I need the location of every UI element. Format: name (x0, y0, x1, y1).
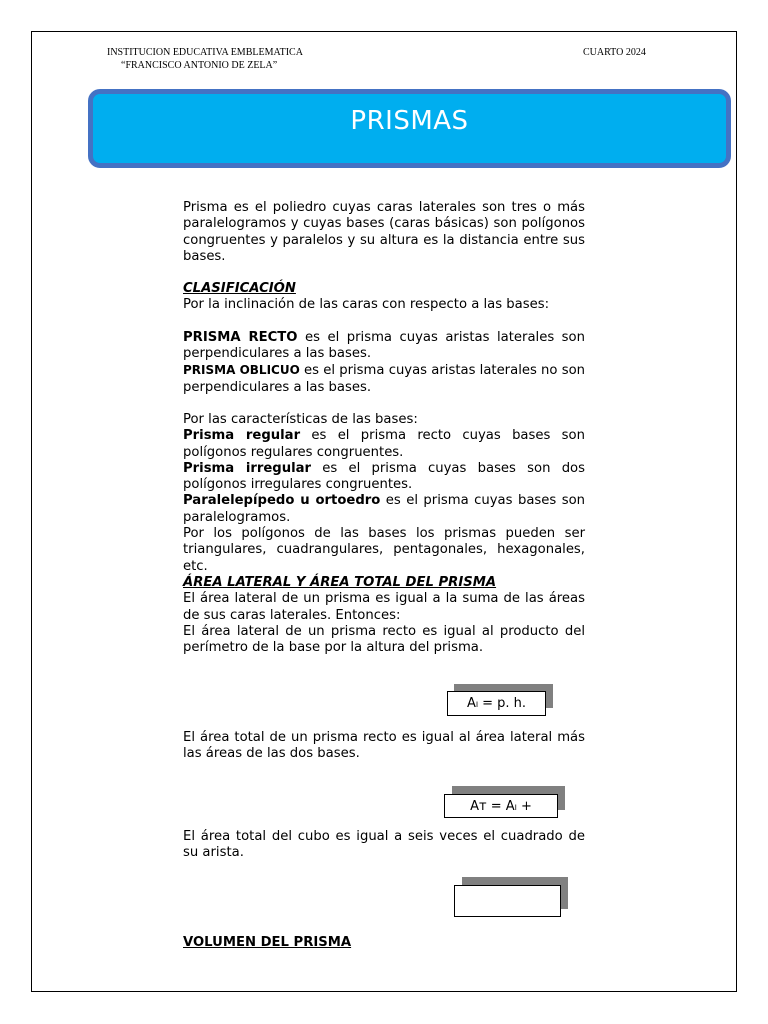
paralelepipedo-term: Paralelepípedo u ortoedro (183, 493, 381, 509)
prisma-recto-text: es el prisma cuyas aristas laterales son perpendiculares a las bases. (183, 329, 585, 362)
intro-paragraph: Prisma es el poliedro cuyas caras laterales son tres o más paralelogramos y cuyas bases (caras básicas) son polígonos congruentes y paralelos y su altura es la distancia entre sus bases. (183, 200, 585, 264)
page-title: PRISMAS (350, 106, 469, 136)
prisma-regular-text: es el prisma recto cuyas bases son polígonos regulares congruentes. (183, 428, 585, 460)
document-body (183, 200, 585, 656)
clasificacion-heading: CLASIFICACIÓN (183, 281, 296, 297)
area-total-block (183, 730, 585, 763)
area-cubo-paragraph: El área total del cubo es igual a seis veces el cuadrado de su arista. (183, 829, 585, 861)
paralelepipedo-definition (183, 493, 585, 526)
formula-total-box: Aᴛ = Aₗ + (444, 794, 558, 818)
area-cubo-block (183, 829, 585, 862)
paralelepipedo-text: es el prisma cuyas bases son paralelogramos. (183, 493, 585, 525)
title-banner (88, 89, 731, 168)
bases-intro: Por las características de las bases: (183, 411, 418, 427)
volumen-block (183, 935, 585, 951)
prisma-irregular-text: es el prisma cuyas bases son dos polígonos irregulares congruentes. (183, 460, 585, 493)
prisma-oblicuo-definition (183, 362, 585, 396)
prisma-recto-definition (183, 330, 585, 363)
prisma-oblicuo-term: PRISMA OBLICUO (183, 363, 300, 378)
area-lateral-paragraph-2: El área lateral de un prisma recto es igual al producto del perímetro de la base por la altura del prisma. (183, 623, 585, 656)
institution-header (107, 46, 303, 72)
poligonos-paragraph: Por los polígonos de las bases los prismas pueden ser triangulares, cuadrangulares, pentagonales, hexagonales, etc. (183, 526, 585, 574)
prisma-recto-term: PRISMA RECTO (183, 329, 298, 345)
inclinacion-text: Por la inclinación de las caras con respecto a las bases: (183, 297, 550, 313)
prisma-irregular-term: Prisma irregular (183, 460, 312, 476)
area-total-paragraph: El área total de un prisma recto es igual al área lateral más las áreas de las dos bases. (183, 730, 585, 762)
prisma-regular-definition (183, 428, 585, 461)
grade-label: CUARTO 2024 (583, 47, 646, 58)
volumen-heading: VOLUMEN DEL PRISMA (183, 935, 352, 950)
prisma-regular-term: Prisma regular (183, 428, 301, 444)
prisma-oblicuo-text: es el prisma cuyas aristas laterales no son perpendiculares a las bases. (183, 363, 585, 395)
institution-line-2: “FRANCISCO ANTONIO DE ZELA” (121, 60, 278, 71)
institution-line-1: INSTITUCION EDUCATIVA EMBLEMATICA (107, 47, 303, 58)
area-lateral-paragraph-1: El área lateral de un prisma es igual a la suma de las áreas de sus caras laterales. Entonces: (183, 591, 585, 623)
formula-lateral-box: Aₗ = p. h. (447, 691, 546, 716)
prisma-irregular-definition (183, 461, 585, 494)
formula-cubo-box (454, 885, 561, 917)
area-heading: ÁREA LATERAL Y ÁREA TOTAL DEL PRISMA (183, 574, 497, 590)
